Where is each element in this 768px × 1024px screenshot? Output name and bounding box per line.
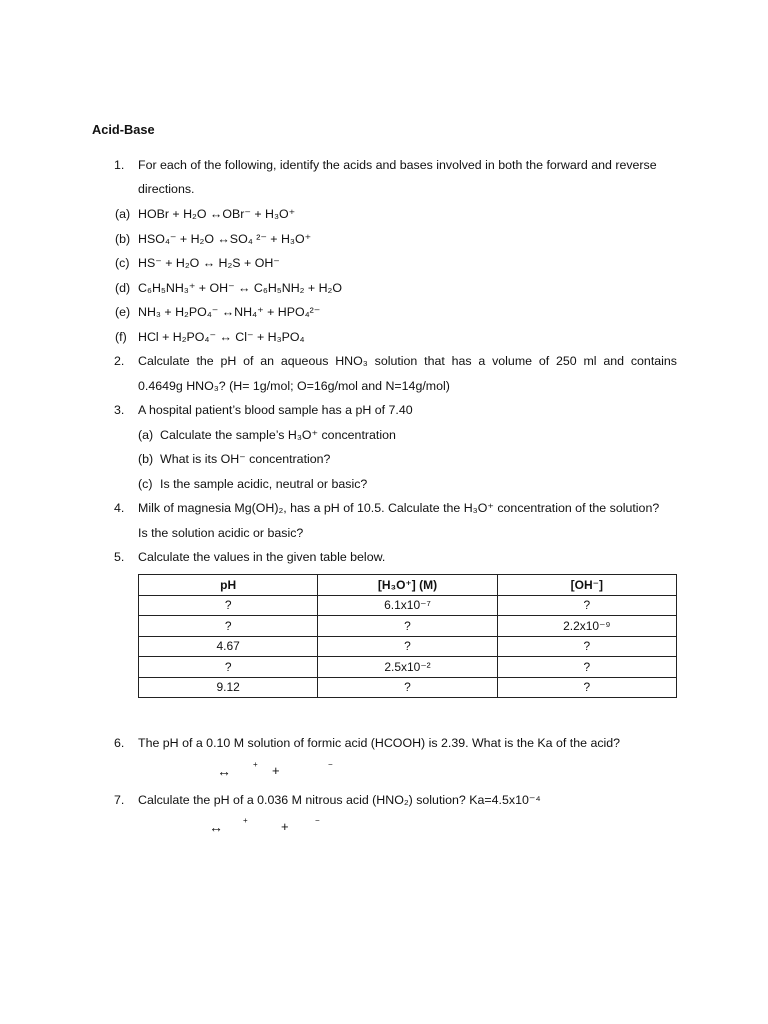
q6-minus-superscript: − bbox=[328, 760, 333, 769]
q3-item-text-a: Calculate the sample’s H₃O⁺ concentration bbox=[160, 428, 396, 442]
table-header-oh: [OH⁻] bbox=[497, 575, 676, 596]
table-row bbox=[139, 636, 677, 657]
table-cell: 2.5x10⁻² bbox=[318, 657, 497, 678]
question-6-text: The pH of a 0.10 M solution of formic acid (HCOOH) is 2.39. What is the Ka of the acid? bbox=[138, 736, 621, 750]
q1-item-label-d: (d) bbox=[115, 281, 131, 295]
question-number-4: 4. bbox=[114, 501, 125, 515]
table-cell: ? bbox=[497, 595, 676, 616]
question-1-text-line2: directions. bbox=[138, 182, 195, 196]
table-cell: ? bbox=[139, 595, 318, 616]
question-2-text-line2: 0.4649g HNO₃? (H= 1g/mol; O=16g/mol and N=14g/mol) bbox=[138, 379, 450, 393]
table-header-ph: pH bbox=[139, 575, 318, 596]
table-row bbox=[139, 595, 677, 616]
question-1-text-line1: For each of the following, identify the acids and bases involved in both the forward and reverse bbox=[138, 158, 657, 172]
q3-item-text-c: Is the sample acidic, neutral or basic? bbox=[160, 477, 368, 491]
q1-equation-b: HSO₄⁻ + H₂O ↔SO₄ ²⁻ + H₃O⁺ bbox=[138, 232, 312, 246]
question-5-text: Calculate the values in the given table below. bbox=[138, 550, 386, 564]
table-row bbox=[139, 657, 677, 678]
q1-item-label-c: (c) bbox=[115, 256, 130, 270]
table-cell: 4.67 bbox=[139, 636, 318, 657]
table-row bbox=[139, 616, 677, 637]
q7-plus-superscript: + bbox=[243, 816, 248, 825]
q3-item-label-c: (c) bbox=[138, 477, 153, 491]
table-cell: ? bbox=[139, 657, 318, 678]
table-cell: ? bbox=[318, 677, 497, 698]
q7-minus-superscript: − bbox=[315, 816, 320, 825]
question-2-text-line1: Calculate the pH of an aqueous HNO₃ solution that has a volume of 250 ml and contains bbox=[138, 354, 677, 368]
question-number-5: 5. bbox=[114, 550, 125, 564]
ph-table bbox=[138, 574, 677, 698]
q1-item-label-e: (e) bbox=[115, 305, 131, 319]
question-3-text: A hospital patient’s blood sample has a pH of 7.40 bbox=[138, 403, 413, 417]
q7-plus-sign: + bbox=[281, 819, 289, 834]
question-4-text-line1: Milk of magnesia Mg(OH)₂, has a pH of 10.5. Calculate the H₃O⁺ concentration of the solution? bbox=[138, 501, 660, 515]
page-title: Acid-Base bbox=[92, 122, 155, 137]
table-cell: ? bbox=[318, 616, 497, 637]
q6-plus-superscript: + bbox=[253, 760, 258, 769]
q1-equation-e: NH₃ + H₂PO₄⁻ ↔NH₄⁺ + HPO₄²⁻ bbox=[138, 305, 321, 319]
q7-equilibrium-arrow: ↔ bbox=[209, 819, 223, 835]
table-cell: 6.1x10⁻⁷ bbox=[318, 595, 497, 616]
question-number-3: 3. bbox=[114, 403, 125, 417]
q3-item-label-b: (b) bbox=[138, 452, 154, 466]
question-number-1: 1. bbox=[114, 158, 125, 172]
table-cell: ? bbox=[497, 636, 676, 657]
question-7-text: Calculate the pH of a 0.036 M nitrous acid (HNO₂) solution? Ka=4.5x10⁻⁴ bbox=[138, 793, 541, 807]
q1-equation-f: HCl + H₂PO₄⁻ ↔ Cl⁻ + H₃PO₄ bbox=[138, 330, 305, 344]
q1-equation-d: C₆H₅NH₃⁺ + OH⁻ ↔ C₆H₅NH₂ + H₂O bbox=[138, 281, 342, 295]
table-header-h3o: [H₃O⁺] (M) bbox=[318, 575, 497, 596]
table-cell: ? bbox=[318, 636, 497, 657]
q3-item-label-a: (a) bbox=[138, 428, 154, 442]
q1-equation-c: HS⁻ + H₂O ↔ H₂S + OH⁻ bbox=[138, 256, 280, 270]
table-cell: 2.2x10⁻⁹ bbox=[497, 616, 676, 637]
table-cell: ? bbox=[497, 657, 676, 678]
q6-plus-sign: + bbox=[272, 763, 280, 778]
q1-item-label-b: (b) bbox=[115, 232, 131, 246]
q1-equation-a: HOBr + H₂O ↔OBr⁻ + H₃O⁺ bbox=[138, 207, 296, 221]
question-number-2: 2. bbox=[114, 354, 125, 368]
question-number-7: 7. bbox=[114, 793, 125, 807]
question-4-text-line2: Is the solution acidic or basic? bbox=[138, 526, 304, 540]
table-header-row bbox=[139, 575, 677, 596]
table-row bbox=[139, 677, 677, 698]
q1-item-label-a: (a) bbox=[115, 207, 131, 221]
table-cell: ? bbox=[497, 677, 676, 698]
q3-item-text-b: What is its OH⁻ concentration? bbox=[160, 452, 331, 466]
table-cell: 9.12 bbox=[139, 677, 318, 698]
question-number-6: 6. bbox=[114, 736, 125, 750]
table-cell: ? bbox=[139, 616, 318, 637]
q6-equilibrium-arrow: ↔ bbox=[217, 763, 231, 779]
q1-item-label-f: (f) bbox=[115, 330, 127, 344]
